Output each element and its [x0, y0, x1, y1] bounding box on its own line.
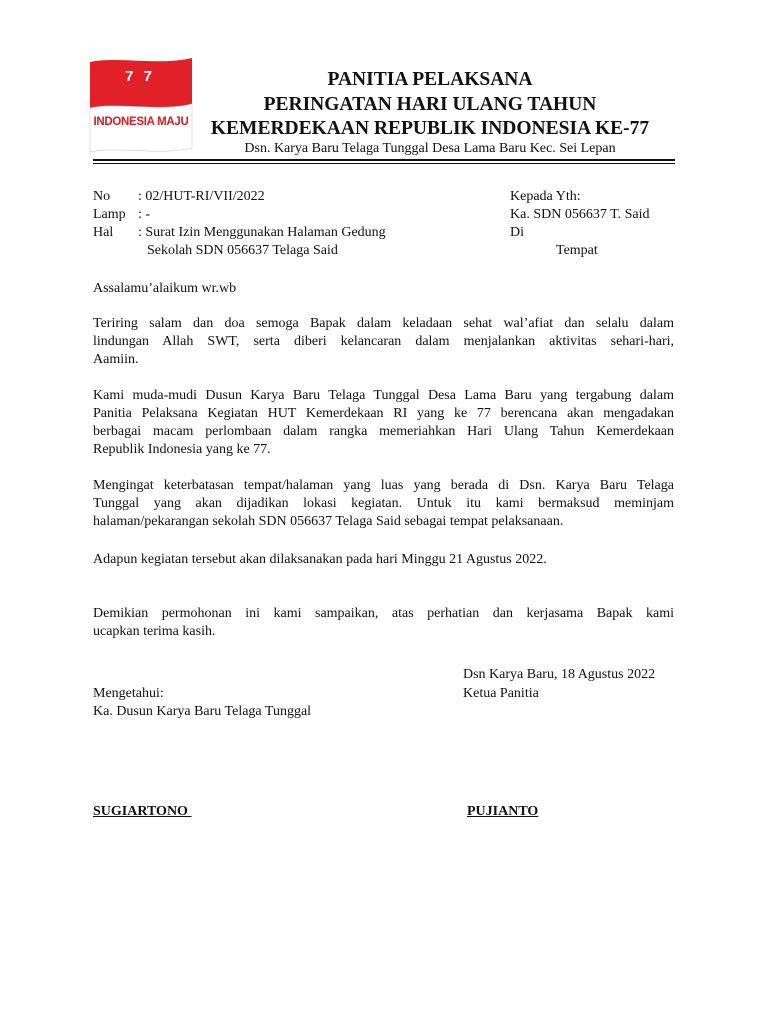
right-signer-role: Ketua Panitia: [463, 686, 539, 701]
place-date: Dsn Karya Baru, 18 Agustus 2022: [463, 667, 656, 682]
hut-ri-77-logo: [88, 56, 196, 156]
paragraph-5-line: ucapkan terima kasih.: [93, 624, 216, 639]
paragraph-4: Adapun kegiatan tersebut akan dilaksanakan pada hari Minggu 21 Agustus 2022.: [93, 552, 547, 567]
paragraph-3-line: halaman/pekarangan sekolah SDN 056637 Telaga Said sebagai tempat pelaksanaan.: [93, 514, 564, 529]
paragraph-1-line: lindungan Allah SWT, serta diberi kelancaran dalam menjalankan aktivitas sehari-hari,: [93, 334, 674, 349]
recipient-line-4: Tempat: [556, 243, 598, 258]
right-signer-name: PUJIANTO: [467, 804, 539, 819]
meta-no-value: : 02/HUT-RI/VII/2022: [138, 189, 265, 204]
recipient-line-2: Ka. SDN 056637 T. Said: [510, 207, 650, 222]
left-signer-label: Mengetahui:: [93, 686, 164, 701]
paragraph-5-line: Demikian permohonan ini kami sampaikan, atas perhatian dan kerjasama Bapak kami: [93, 606, 674, 621]
logo-number: 7 7: [125, 68, 155, 85]
greeting: Assalamu’alaikum wr.wb: [93, 281, 237, 296]
meta-lamp-label: Lamp: [93, 207, 126, 222]
paragraph-3-line: Tunggal yang akan dijadikan lokasi kegiatan. Untuk itu kami bermaksud meminjam: [93, 496, 674, 511]
header-rule-thick: [93, 159, 675, 161]
header-rule-thin: [93, 163, 675, 164]
paragraph-2: [93, 387, 674, 459]
left-signer-name: SUGIARTONO: [93, 804, 192, 819]
paragraph-2-line: Panitia Pelaksana Kegiatan HUT Kemerdekaan RI yang ke 77 berencana akan mengadakan: [93, 406, 674, 421]
paragraph-1-line: Teriring salam dan doa semoga Bapak dalam keladaan sehat wal’afiat dan selalu dalam: [93, 316, 674, 331]
header-address: Dsn. Karya Baru Telaga Tunggal Desa Lama Baru Kec. Sei Lepan: [244, 141, 616, 156]
meta-lamp-value: : -: [138, 207, 151, 222]
meta-hal-label: Hal: [93, 225, 114, 240]
meta-hal-value-2: Sekolah SDN 056637 Telaga Said: [147, 243, 338, 258]
recipient-line-3: Di: [510, 225, 524, 240]
meta-no-label: No: [93, 189, 111, 204]
paragraph-3-line: Mengingat keterbatasan tempat/halaman yang luas yang berada di Dsn. Karya Baru Telaga: [93, 478, 674, 493]
logo-subtitle: INDONESIA MAJU: [93, 116, 189, 128]
paragraph-5: [93, 605, 674, 641]
paragraph-1-line: Aamiin.: [93, 352, 139, 367]
header-line-2: PERINGATAN HARI ULANG TAHUN: [263, 94, 597, 115]
left-signer-role: Ka. Dusun Karya Baru Telaga Tunggal: [93, 704, 312, 719]
header-line-1: PANITIA PELAKSANA: [327, 69, 533, 90]
paragraph-2-line: berbagai macam perlombaan dalam rangka memeriahkan Hari Ulang Tahun Kemerdekaan: [93, 424, 674, 439]
paragraph-2-line: Kami muda-mudi Dusun Karya Baru Telaga Tunggal Desa Lama Baru yang tergabung dalam: [93, 388, 674, 403]
paragraph-1: [93, 315, 674, 369]
paragraph-3: [93, 477, 674, 531]
meta-hal-value-1: : Surat Izin Menggunakan Halaman Gedung: [138, 225, 386, 240]
recipient-line-1: Kepada Yth:: [510, 189, 581, 204]
header-line-3: KEMERDEKAAN REPUBLIK INDONESIA KE-77: [210, 118, 650, 139]
paragraph-2-line: Republik Indonesia yang ke 77.: [93, 442, 271, 457]
